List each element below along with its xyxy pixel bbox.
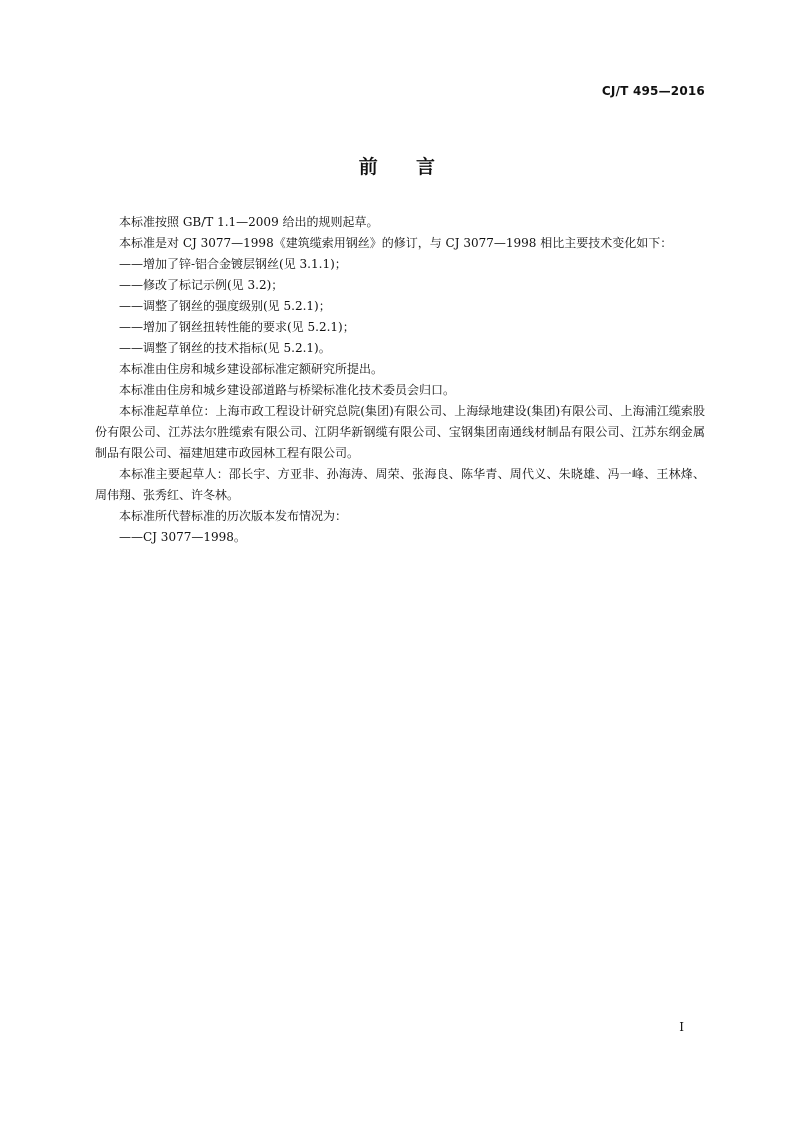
change-item-4: ——增加了钢丝扭转性能的要求(见 5.2.1)；	[119, 320, 355, 334]
change-item-3: ——调整了钢丝的强度级别(见 5.2.1)；	[119, 299, 331, 313]
history-item-1: ——CJ 3077—1998。	[119, 530, 246, 544]
page-number: I	[679, 1020, 684, 1034]
drafting-rules-paragraph: 本标准按照 GB/T 1.1—2009 给出的规则起草。	[119, 215, 379, 229]
technical-committee-paragraph: 本标准由住房和城乡建设部道路与桥梁标准化技术委员会归口。	[119, 383, 456, 397]
revision-paragraph: 本标准是对 CJ 3077—1998《建筑缆索用钢丝》的修订，与 CJ 3077—1998 相比主要技术变化如下：	[119, 236, 673, 250]
change-item-5: ——调整了钢丝的技术指标(见 5.2.1)。	[119, 341, 331, 355]
change-item-1: ——增加了锌-铝合金镀层钢丝(见 3.1.1)；	[119, 257, 347, 271]
title-char-2: 言	[416, 156, 436, 178]
version-history-paragraph: 本标准所代替标准的历次版本发布情况为：	[119, 509, 348, 523]
drafters-paragraph: 本标准主要起草人：邵长宇、方亚非、孙海涛、周荣、张海良、陈华青、周代义、朱晓雄、冯一峰、王林烽、周伟翔、张秀红、许冬林。	[95, 467, 705, 502]
standard-code-header: CJ/T 495—2016	[601, 84, 705, 98]
foreword-body	[95, 212, 705, 548]
title-char-1: 前	[358, 156, 378, 178]
drafting-units-paragraph: 本标准起草单位：上海市政工程设计研究总院(集团)有限公司、上海绿地建设(集团)有限公司、上海浦江缆索股份有限公司、江苏法尔胜缆索有限公司、江阴华新钢缆有限公司、宝钢集团南通线材制品有限公司、江苏东纲金属制品有限公司、福建旭建市政园林工程有限公司。	[95, 404, 705, 460]
proposer-paragraph: 本标准由住房和城乡建设部标准定额研究所提出。	[119, 362, 384, 376]
change-item-2: ——修改了标记示例(见 3.2)；	[119, 278, 284, 292]
page-title	[0, 152, 794, 179]
